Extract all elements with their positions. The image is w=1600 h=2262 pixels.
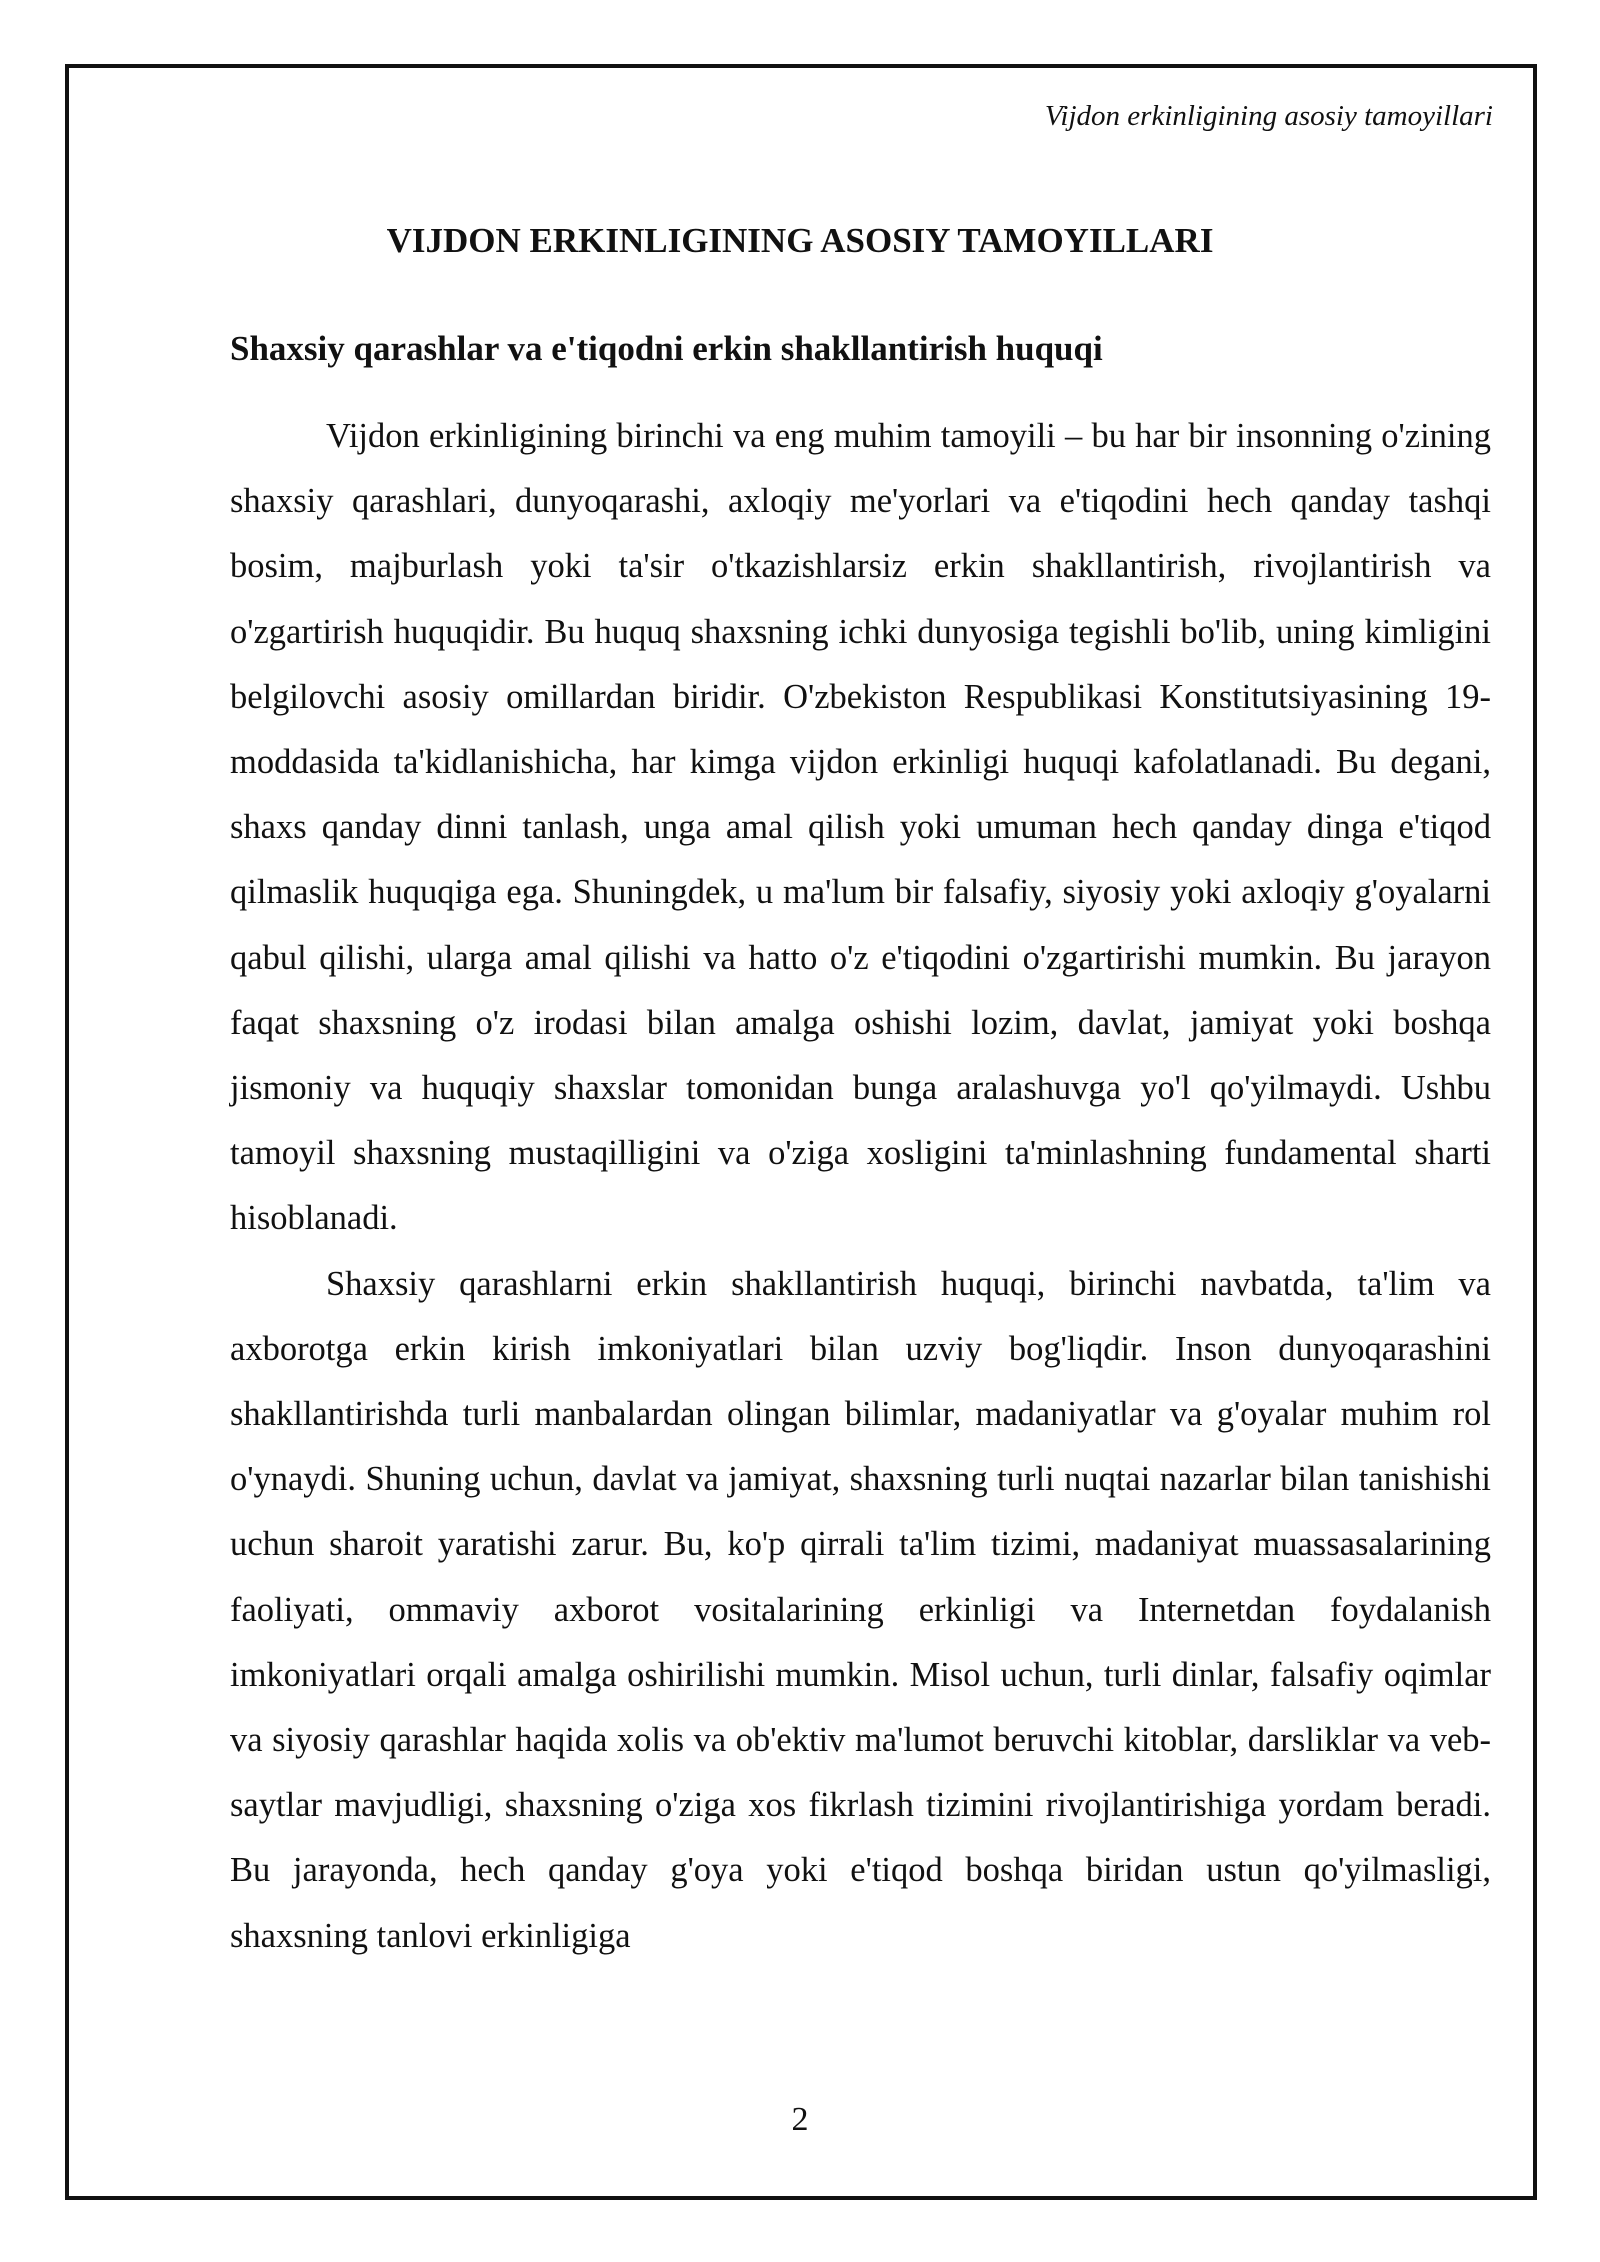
body-text	[230, 404, 1491, 1969]
section-heading: Shaxsiy qarashlar va e'tiqodni erkin shakllantirish huquqi	[230, 329, 1103, 368]
page-number: 2	[791, 2101, 809, 2138]
paragraph: Shaxsiy qarashlarni erkin shakllantirish huquqi, birinchi navbatda, ta'lim va axborotga erkin kirish imkoniyatlari bilan uzviy bog'liqdir. Inson dunyoqarashini shakllantirishda turli manbalardan olingan bilimlar, madaniyatlar va g'oyalar muhim rol o'ynaydi. Shuning uchun, davlat va jamiyat, shaxsning turli nuqtai nazarlar bilan tanishishi uchun sharoit yaratishi zarur. Bu, ko'p qirrali ta'lim tizimi, madaniyat muassasalarining faoliyati, ommaviy axborot vositalarining erkinligi va Internetdan foydalanish imkoniyatlari orqali amalga oshirilishi mumkin. Misol uchun, turli dinlar, falsafiy oqimlar va siyosiy qarashlar haqida xolis va ob'ektiv ma'lumot beruvchi kitoblar, darsliklar va veb-saytlar mavjudligi, shaxsning o'ziga xos fikrlash tizimini rivojlantirishiga yordam beradi. Bu jarayonda, hech qanday g'oya yoki e'tiqod boshqa biridan ustun qo'yilmasligi, shaxsning tanlovi erkinligiga	[230, 1264, 1491, 1955]
paragraph: Vijdon erkinligining birinchi va eng muhim tamoyili – bu har bir insonning o'zining shaxsiy qarashlari, dunyoqarashi, axloqiy me'yorlari va e'tiqodini hech qanday tashqi bosim, majburlash yoki ta'sir o'tkazishlarsiz erkin shakllantirish, rivojlantirish va o'zgartirish huquqidir. Bu huquq shaxsning ichki dunyosiga tegishli bo'lib, uning kimligini belgilovchi asosiy omillardan biridir. O'zbekiston Respublikasi Konstitutsiyasining 19-moddasida ta'kidlanishicha, har kimga vijdon erkinligi huquqi kafolatlanadi. Bu degani, shaxs qanday dinni tanlash, unga amal qilish yoki umuman hech qanday dinga e'tiqod qilmaslik huquqiga ega. Shuningdek, u ma'lum bir falsafiy, siyosiy yoki axloqiy g'oyalarni qabul qilishi, ularga amal qilishi va hatto o'z e'tiqodini o'zgartirishi mumkin. Bu jarayon faqat shaxsning o'z irodasi bilan amalga oshishi lozim, davlat, jamiyat yoki boshqa jismoniy va huquqiy shaxslar tomonidan bunga aralashuvga yo'l qo'yilmaydi. Ushbu tamoyil shaxsning mustaqilligini va o'ziga xosligini ta'minlashning fundamental sharti hisoblanadi.	[230, 417, 1491, 1238]
document-title: VIJDON ERKINLIGINING ASOSIY TAMOYILLARI	[386, 221, 1214, 260]
running-header: Vijdon erkinligining asosiy tamoyillari	[1044, 100, 1493, 132]
